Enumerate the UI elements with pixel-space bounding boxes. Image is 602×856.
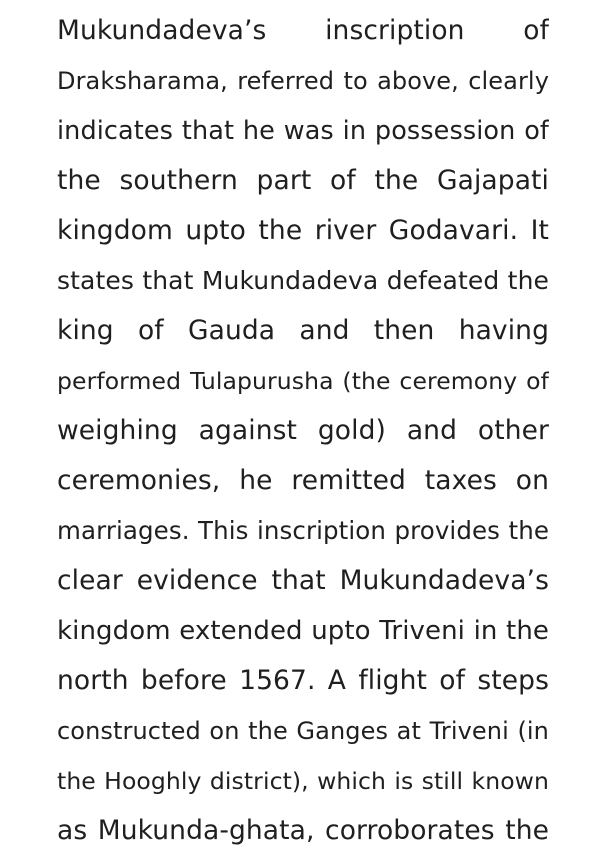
text-line: kingdom upto the river Godavari. It (57, 215, 549, 246)
text-line: performed Tulapurusha (the ceremony of (57, 367, 549, 395)
text-line: marriages. This inscription provides the (57, 516, 549, 545)
text-line: the southern part of the Gajapati (57, 165, 549, 196)
text-line: indicates that he was in possession of (57, 116, 549, 146)
text-line: clear evidence that Mukundadeva’s (57, 565, 549, 596)
text-line: ceremonies, he remitted taxes on (57, 465, 549, 496)
text-line: states that Mukundadeva defeated the (57, 266, 549, 295)
article-body (57, 6, 549, 856)
text-line: weighing against gold) and other (57, 415, 549, 446)
text-line: constructed on the Ganges at Triveni (in (57, 717, 549, 745)
text-line: Mukundadeva’s inscription of (57, 15, 549, 46)
text-line: the Hooghly district), which is still known (57, 767, 549, 795)
text-line: Draksharama, referred to above, clearly (57, 67, 549, 95)
text-line: north before 1567. A flight of steps (57, 665, 549, 696)
text-line: kingdom extended upto Triveni in the (57, 616, 549, 646)
text-line: king of Gauda and then having (57, 315, 549, 346)
text-line: as Mukunda-ghata, corroborates the (57, 815, 549, 846)
